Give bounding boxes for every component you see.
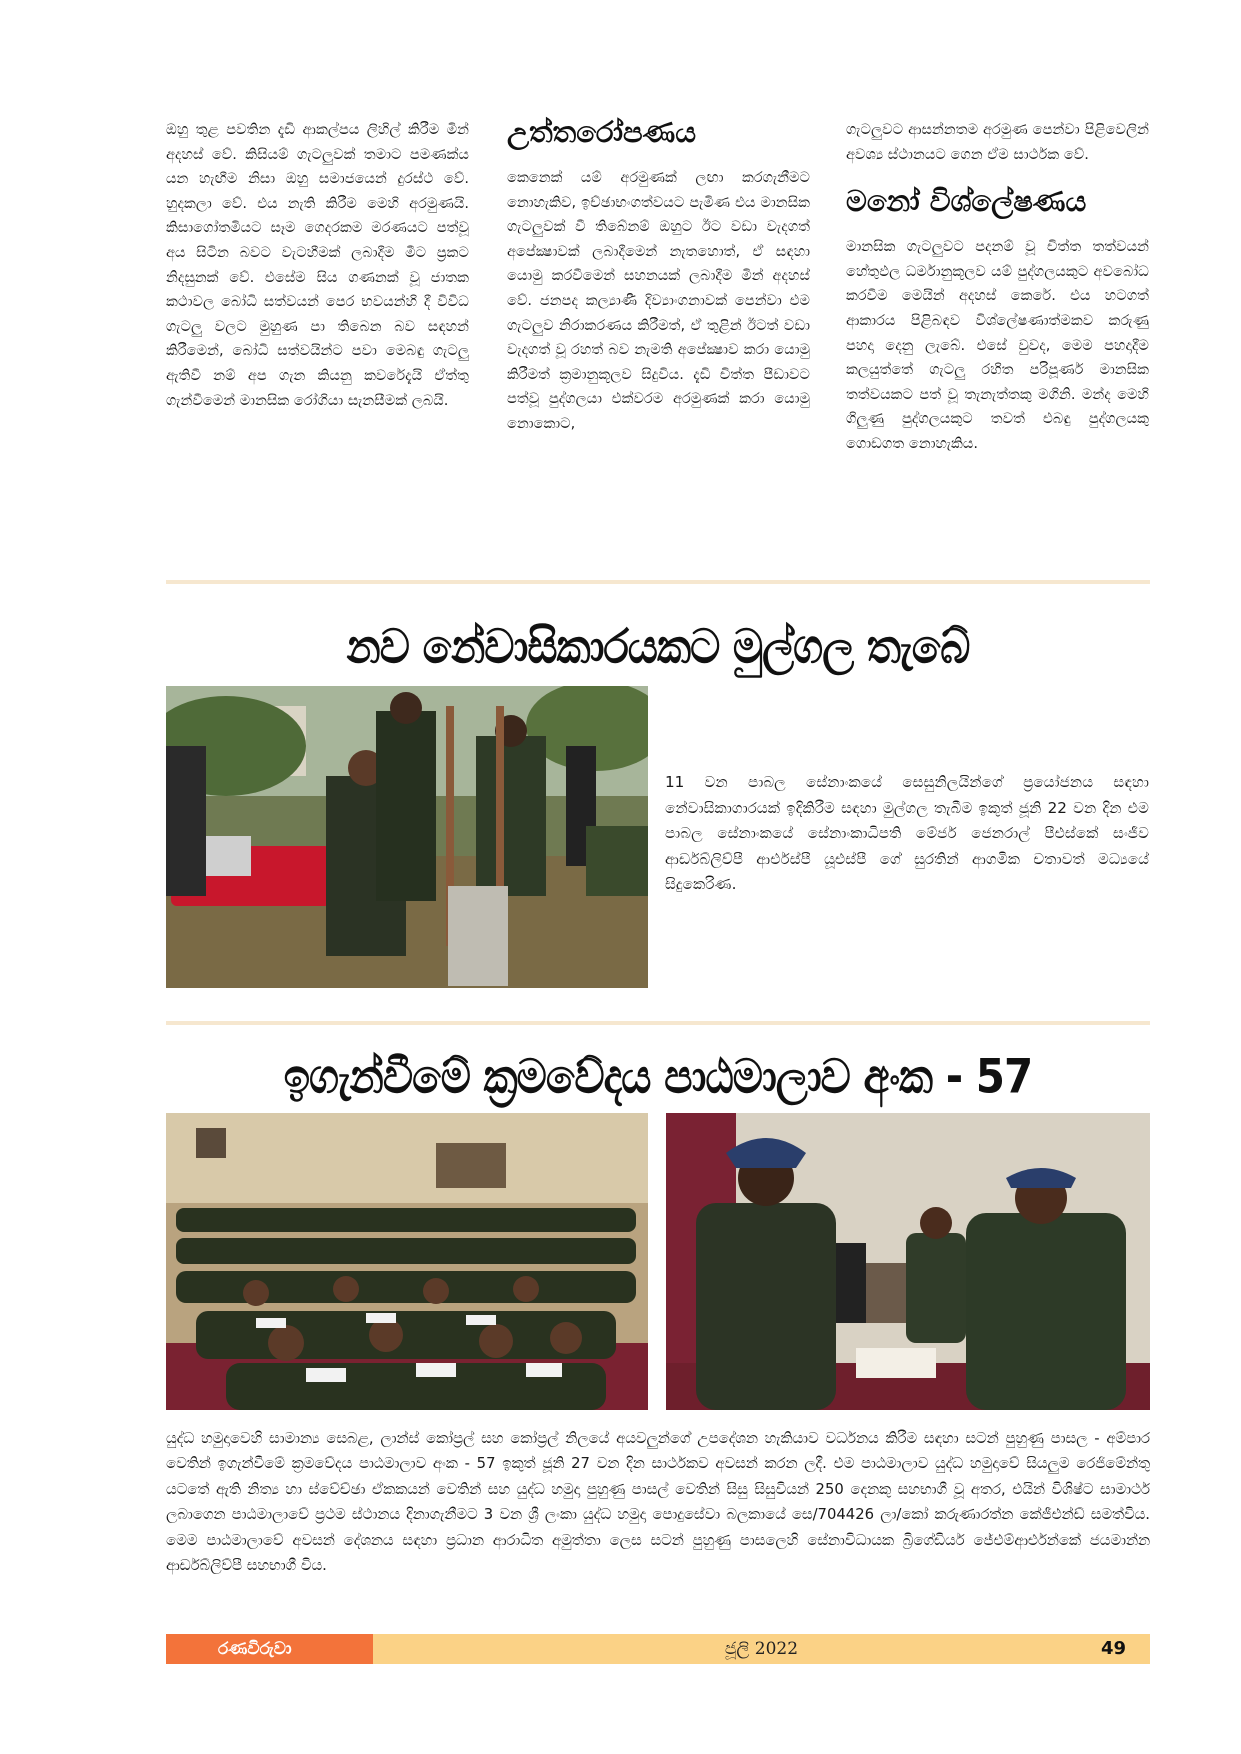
- column-1-text: ඔහු තුළ පවතින දැඩි ආකල්පය ලිහිල් කිරීම මින් අදහස් වේ. කිසියම් ගැටලුවක් තමාට පමණක්ය යන හැඟීම නිසා ඔහු සමාජයෙන් දුරස්ථ වේ. හුදකලා වේ. එය නැති කිරීම මෙහි අරමුණයි. කිසාගෝතමියට සෑම ගෙදරකම මරණයට පත්වූ අය සිටින බවට වැටහීමක් ලබාදීම මීට ප්‍රකට නිදසුනක් වේ. එසේම සිය ගණනක් වූ ජාතක කථාවල බෝධි සත්වයන් පෙර භවයන්හි දී විවිධ ගැටලු වලට මුහුණ පා තිබෙන බව සඳහන් කිරීමෙන්, බෝධි සත්වයින්ට පවා මෙබඳු ගැටලු ඇතිවී නම් අප ගැන කියනු කවරේදැයි ඒත්තු ගැන්වීමෙන් මානසික රෝගියා සැනසීමක් ලබයි.: [166, 121, 469, 409]
- column-3-text: මානසික ගැටලුවට පදනම් වූ චිත්ත තත්වයන් හේතුඵල ධර්මානුකූලව යම් පුද්ගලයකුට අවබෝධ කරවීම මෙයින් අදහස් කෙරේ. එය හටගත් ආකාරය පිළිබඳව විශ්ලේෂණාත්මකව කරුණු පහදා දෙනු ලැබේ. එසේ වුවද, මෙම පහදාදීම කලයුත්තේ ගැටලු රහිත පරිපූර්ණ මානසික තත්වයකට පත් වූ තැනැත්තකු මගිනි. මන්ද මෙහි ගිලුණු පුද්ගලයකුට තවත් එබඳු පුද්ගලයකු ගොඩගත නොහැකිය.: [846, 238, 1149, 452]
- article-1-caption-text: 11 වන පාබල සේනාංකයේ සෙසුනිලයින්ගේ ප්‍රයෝජනය සඳහා නේවාසිකාගාරයක් ඉදිකිරීම සඳහා මුල්ගල තැබීම ඉකුත් ජූනි 22 වන දින එම පාබල සේනාංකයේ සේනාංකාධිපති මේජර් ජෙනරාල් පීඑස්කේ සංජීව ආර්ඩබ්ලිව්පී ආර්එස්පී යූඑස්පී ගේ සුරතින් ආගමික චතාවත් මධ්‍යයේ සිදුකෙරිණ.: [665, 773, 1149, 893]
- column-2-heading: උත්තරෝපණය: [507, 115, 697, 149]
- footer-brand: රණවිරුවා: [166, 1634, 373, 1664]
- article-2-headline: ඉගැන්වීමේ ක්‍රමවේදය පාඨමාලාව අංක - 57: [283, 1049, 1033, 1104]
- article-1-headline: නව නේවාසිකාරයකට මුල්ගල තැබේ: [346, 619, 970, 674]
- article-2-caption-text: යුද්ධ හමුදාවෙහි සාමාන්‍ය සෙබළ, ලාන්ස් කෝප්‍රල් සහ කෝප්‍රල් නිලයේ අයවලුන්ගේ උපදේශන හැකියාව වර්ධනය කිරීම සඳහා සටන් පුහුණු පාසල - අම්පාර වෙතින් ඉගැන්වීමේ ක්‍රමවේදය පාඨමාලාව අංක - 57 ඉකුත් ජූනි 27 වන දින සාර්ථකව අවසන් කරන ලදී. එම පාඨමාලාව යුද්ධ හමුදාවේ සියලුම රෙජිමේන්තු යටතේ ඇති නිත්‍ය හා ස්වේච්ඡා ඒකකයන් වෙතින් සහ යුද්ධ හමුදා පුහුණු පාසල් වෙතින් සිසු සිසුවියන් 250 දෙනකු සහභාගී වූ අතර, එයින් විශිෂ්ට සාමාර්ථ ලබාගෙන පාඨමාලාවේ ප්‍රථම ස්ථානය දිනාගැනීමට 3 වන ශ්‍රී ලංකා යුද්ධ හමුදා පොදුසේවා බලකායේ සෙ/704426 ලා/කෝ කරුණාරත්න කේජීඑන්ඩ් සමත්විය. මෙම පාඨමාලාවේ අවසන් දේශනය සඳහා ප්‍රධාන ආරාධිත අමුත්තා ලෙස සටන් පුහුණු පාසලෙහි සේනාවිධායක බ්‍රිගේඩියර් ජේඑම්ආර්එන්කේ ජයමාන්න ආර්ඩබ්ලිව්පී සහභාගී විය.: [166, 1430, 1150, 1575]
- column-3-text-intro: ගැටලුවට ආසන්නතම අරමුණ පෙන්වා පිළිවෙලින් අවශ්‍ය ස්ථානයට ගෙන ඒම සාර්ථක වේ.: [846, 121, 1149, 163]
- section-divider-1: [166, 580, 1150, 584]
- foundation-stone-photo: [166, 686, 648, 988]
- page-footer: [166, 1634, 1150, 1664]
- column-3-heading: මනෝ විශ්ලේෂණය: [846, 184, 1087, 219]
- column-1: [166, 118, 469, 413]
- column-2: [507, 112, 810, 437]
- article-1-caption: [665, 770, 1149, 898]
- page-number: 49: [1100, 1638, 1126, 1659]
- article-2-caption: [166, 1426, 1150, 1578]
- section-divider-2: [166, 1021, 1150, 1025]
- column-2-text: කෙනෙක් යම් අරමුණක් ලඟා කරගැනීමට නොහැකිව, ඉච්ඡාභංගත්වයට පැමිණ එය මානසික ගැටලුවක් වී තිබේනම් ඔහුට ඊට වඩා වැදගත් අපේක්‍ෂාවක් ලබාදීමෙන් නැතහොත්, ඒ සඳහා යොමු කරවීමෙන් සහනයක් ලබාදීම මින් අදහස් වේ. ජනපද කල්‍යාණී දිව්‍යාංගනාවක් පෙන්වා එම ගැටලුව නිරාකරණය කිරීමත්, ඒ තුළින් ඊටත් වඩා වැදගත් වූ රහත් බව නැමති අපේක්‍ෂාව කරා යොමු කිරීමත් ක්‍රමානුකූලව සිදුවිය. දැඩි චිත්ත පීඩාවට පත්වූ පුද්ගලයා එක්වරම අරමුණක් කරා යොමු නොකොට,: [507, 169, 810, 432]
- footer-date: ජූලි 2022: [724, 1639, 799, 1659]
- column-3: [846, 118, 1149, 457]
- certificate-award-photo: [666, 1113, 1150, 1410]
- lecture-hall-photo: [166, 1113, 648, 1410]
- footer-bar: [373, 1634, 1150, 1664]
